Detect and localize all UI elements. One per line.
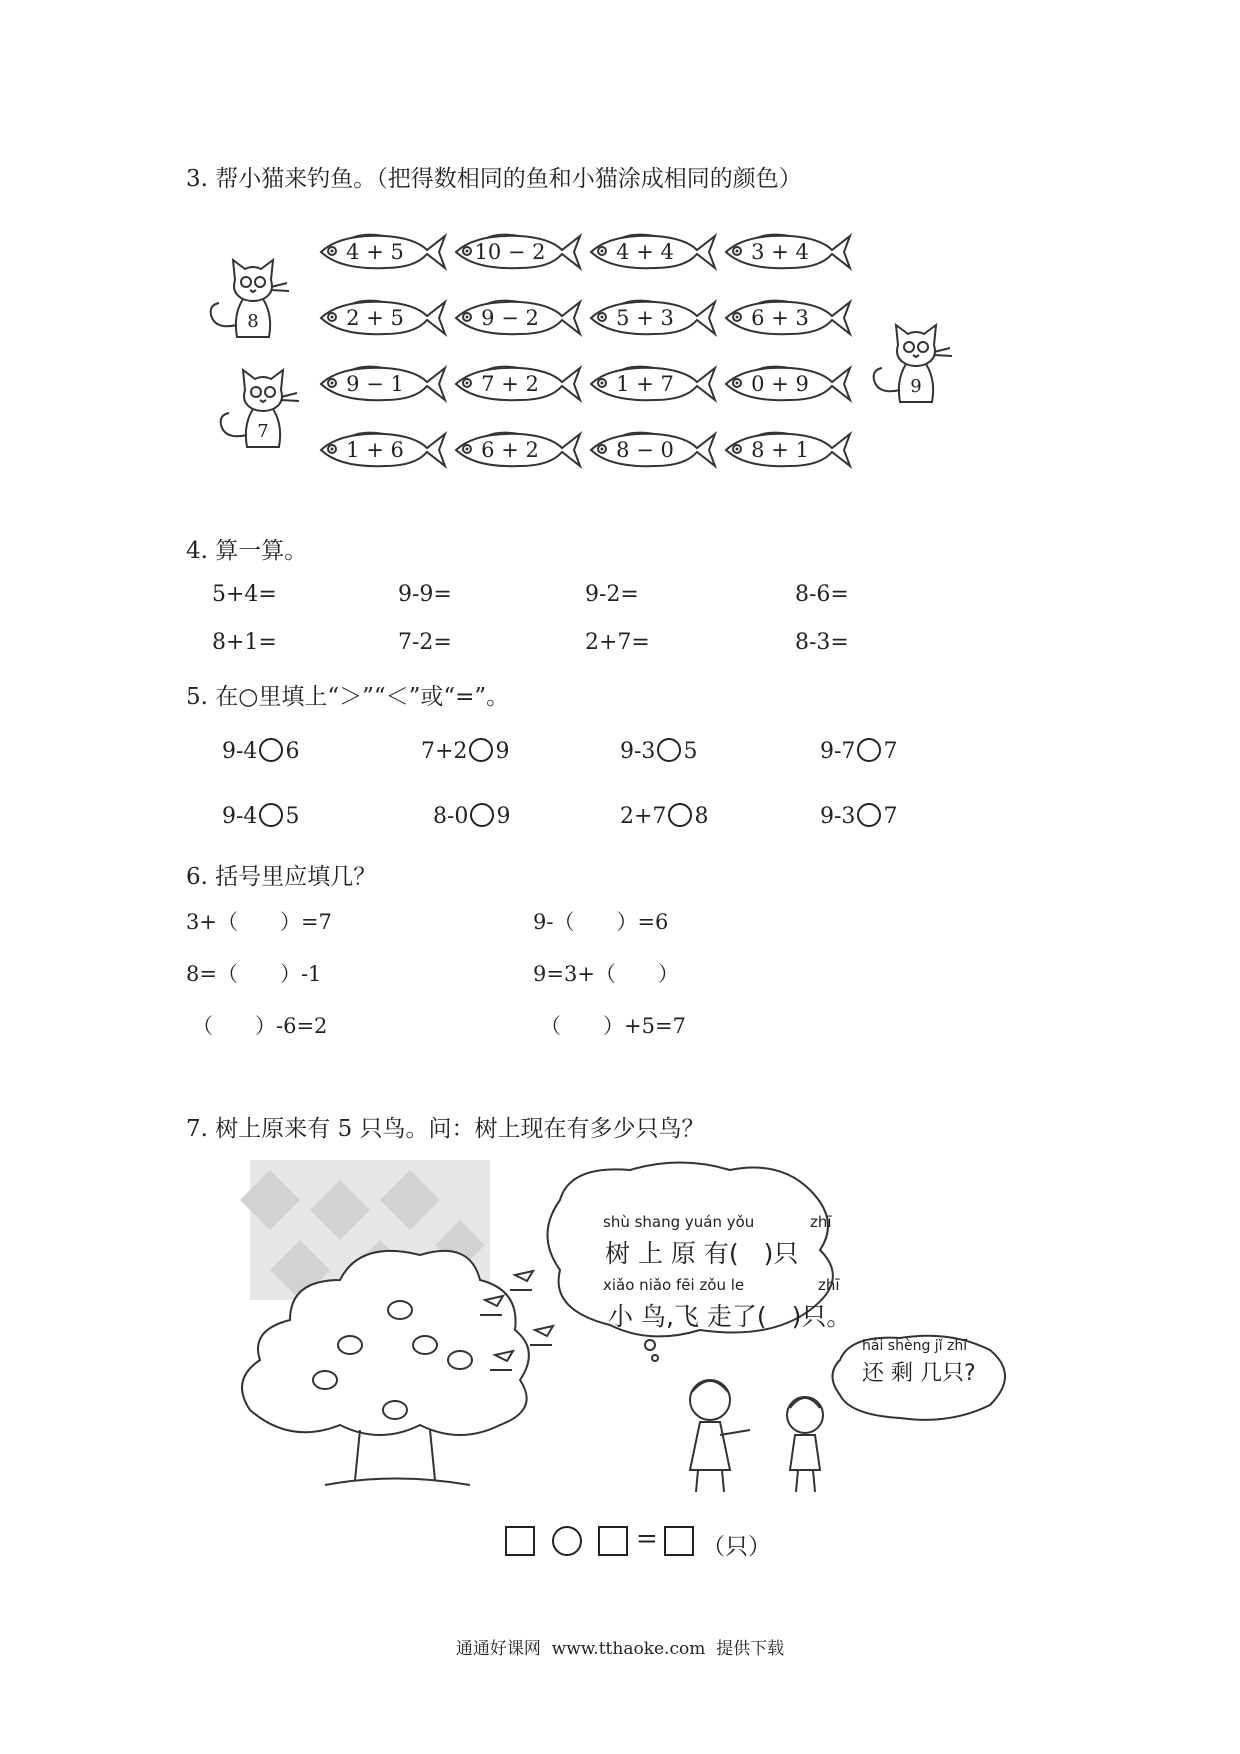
fish-1-1[interactable]	[450, 294, 585, 342]
bubble1-pinyin-2: xiǎo niǎo fēi zǒu le	[603, 1276, 745, 1294]
answer-box-2[interactable]	[598, 1526, 628, 1556]
fish-label: 0 + 9	[751, 372, 809, 396]
cat-8	[205, 245, 295, 345]
fish-0-3[interactable]	[720, 228, 855, 276]
fish-label: 8 + 1	[751, 438, 809, 462]
q6-left-3[interactable]: （ ）-6=2	[192, 1014, 328, 1038]
q4-r2c2: 7-2=	[398, 630, 452, 655]
answer-unit: （只）	[702, 1534, 771, 1560]
fish-1-0[interactable]	[315, 294, 450, 342]
q6-right-3[interactable]: （ ）+5=7	[540, 1014, 686, 1038]
compare-circle[interactable]	[857, 803, 881, 827]
fish-3-1[interactable]	[450, 426, 585, 474]
equals-sign: =	[636, 1524, 658, 1554]
q5-r1c3: 9-3 5	[620, 739, 698, 764]
q4-r1c1: 5+4=	[212, 582, 277, 607]
fish-label: 1 + 7	[616, 372, 674, 396]
q5-r2c4: 9-3 7	[820, 804, 898, 829]
compare-circle[interactable]	[657, 738, 681, 762]
compare-circle[interactable]	[259, 738, 283, 762]
fish-0-2[interactable]	[585, 228, 720, 276]
q4-r1c4: 8-6=	[795, 582, 849, 607]
q4-r1c3: 9-2=	[585, 582, 639, 607]
cat-8-label: 8	[247, 311, 259, 332]
fish-2-1[interactable]	[450, 360, 585, 408]
compare-circle[interactable]	[857, 738, 881, 762]
compare-circle[interactable]	[668, 803, 692, 827]
compare-circle[interactable]	[470, 803, 494, 827]
fish-3-0[interactable]	[315, 426, 450, 474]
q5-r1c2: 7+2 9	[421, 739, 510, 764]
fish-label: 7 + 2	[481, 372, 539, 396]
fish-1-2[interactable]	[585, 294, 720, 342]
fish-label: 6 + 2	[481, 438, 539, 462]
q7-title: 7. 树上原来有 5 只鸟。问：树上现在有多少只鸟？	[186, 1116, 705, 1142]
fish-3-3[interactable]	[720, 426, 855, 474]
fish-label: 6 + 3	[751, 306, 809, 330]
q5-r1c4: 9-7 7	[820, 739, 898, 764]
answer-box-3[interactable]	[664, 1526, 694, 1556]
fish-label: 3 + 4	[751, 240, 809, 264]
fish-label: 8 − 0	[616, 438, 674, 462]
bubble1-line-2: 小 鸟,飞 走了( )只。	[608, 1302, 852, 1331]
fish-label: 9 − 2	[481, 306, 539, 330]
q6-left-1[interactable]: 3+（ ）=7	[186, 910, 332, 934]
answer-box-1[interactable]	[505, 1526, 535, 1556]
bubble2-pinyin: hái shèng jǐ zhī	[862, 1338, 968, 1354]
fish-2-0[interactable]	[315, 360, 450, 408]
fish-label: 9 − 1	[346, 372, 404, 396]
fish-label: 4 + 4	[616, 240, 674, 264]
q5-r2c3: 2+7 8	[620, 804, 709, 829]
fish-grid	[315, 228, 855, 498]
bubble1-line-1: 树 上 原 有( )只	[605, 1239, 799, 1268]
bubble1-pinyin-2b: zhī	[818, 1276, 840, 1294]
fish-1-3[interactable]	[720, 294, 855, 342]
q4-r1c2: 9-9=	[398, 582, 452, 607]
cat-7-label: 7	[257, 421, 269, 442]
cat-9-label: 9	[910, 376, 922, 397]
bubble1-pinyin-1b: zhī	[810, 1213, 832, 1231]
q3-title: 3. 帮小猫来钓鱼。（把得数相同的鱼和小猫涂成相同的颜色）	[186, 166, 802, 192]
fish-0-1[interactable]	[450, 228, 585, 276]
fish-label: 4 + 5	[346, 240, 404, 264]
fish-3-2[interactable]	[585, 426, 720, 474]
fish-label: 1 + 6	[346, 438, 404, 462]
q5-r1c1: 9-4 6	[222, 739, 300, 764]
cat-7	[215, 355, 305, 455]
compare-circle[interactable]	[469, 738, 493, 762]
children-drawing	[690, 1380, 823, 1492]
cat-9	[868, 310, 958, 410]
q4-title: 4. 算一算。	[186, 538, 308, 564]
q6-right-1[interactable]: 9-（ ）=6	[533, 910, 669, 934]
fish-label: 10 − 2	[474, 240, 546, 264]
q6-title: 6. 括号里应填几？	[186, 864, 377, 890]
footer-source: 通通好课网 www.tthaoke.com 提供下载	[455, 1639, 785, 1659]
compare-circle[interactable]	[259, 803, 283, 827]
q6-left-2[interactable]: 8=（ ）-1	[186, 962, 322, 986]
q4-r2c4: 8-3=	[795, 630, 849, 655]
fish-label: 5 + 3	[616, 306, 674, 330]
q5-title: 5. 在○里填上“＞”“＜”或“=”。	[186, 684, 510, 710]
q5-r2c1: 9-4 5	[222, 804, 300, 829]
q4-r2c1: 8+1=	[212, 630, 277, 655]
fish-2-3[interactable]	[720, 360, 855, 408]
fish-label: 2 + 5	[346, 306, 404, 330]
q4-r2c3: 2+7=	[585, 630, 650, 655]
fish-2-2[interactable]	[585, 360, 720, 408]
bubble1-pinyin-1: shù shang yuán yǒu	[603, 1213, 755, 1231]
q5-r2c2: 8-0 9	[433, 804, 511, 829]
fish-0-0[interactable]	[315, 228, 450, 276]
answer-operator-circle[interactable]	[552, 1526, 582, 1556]
q6-right-2[interactable]: 9=3+（ ）	[533, 962, 679, 986]
bubble2-line: 还 剩 几只?	[862, 1361, 976, 1386]
